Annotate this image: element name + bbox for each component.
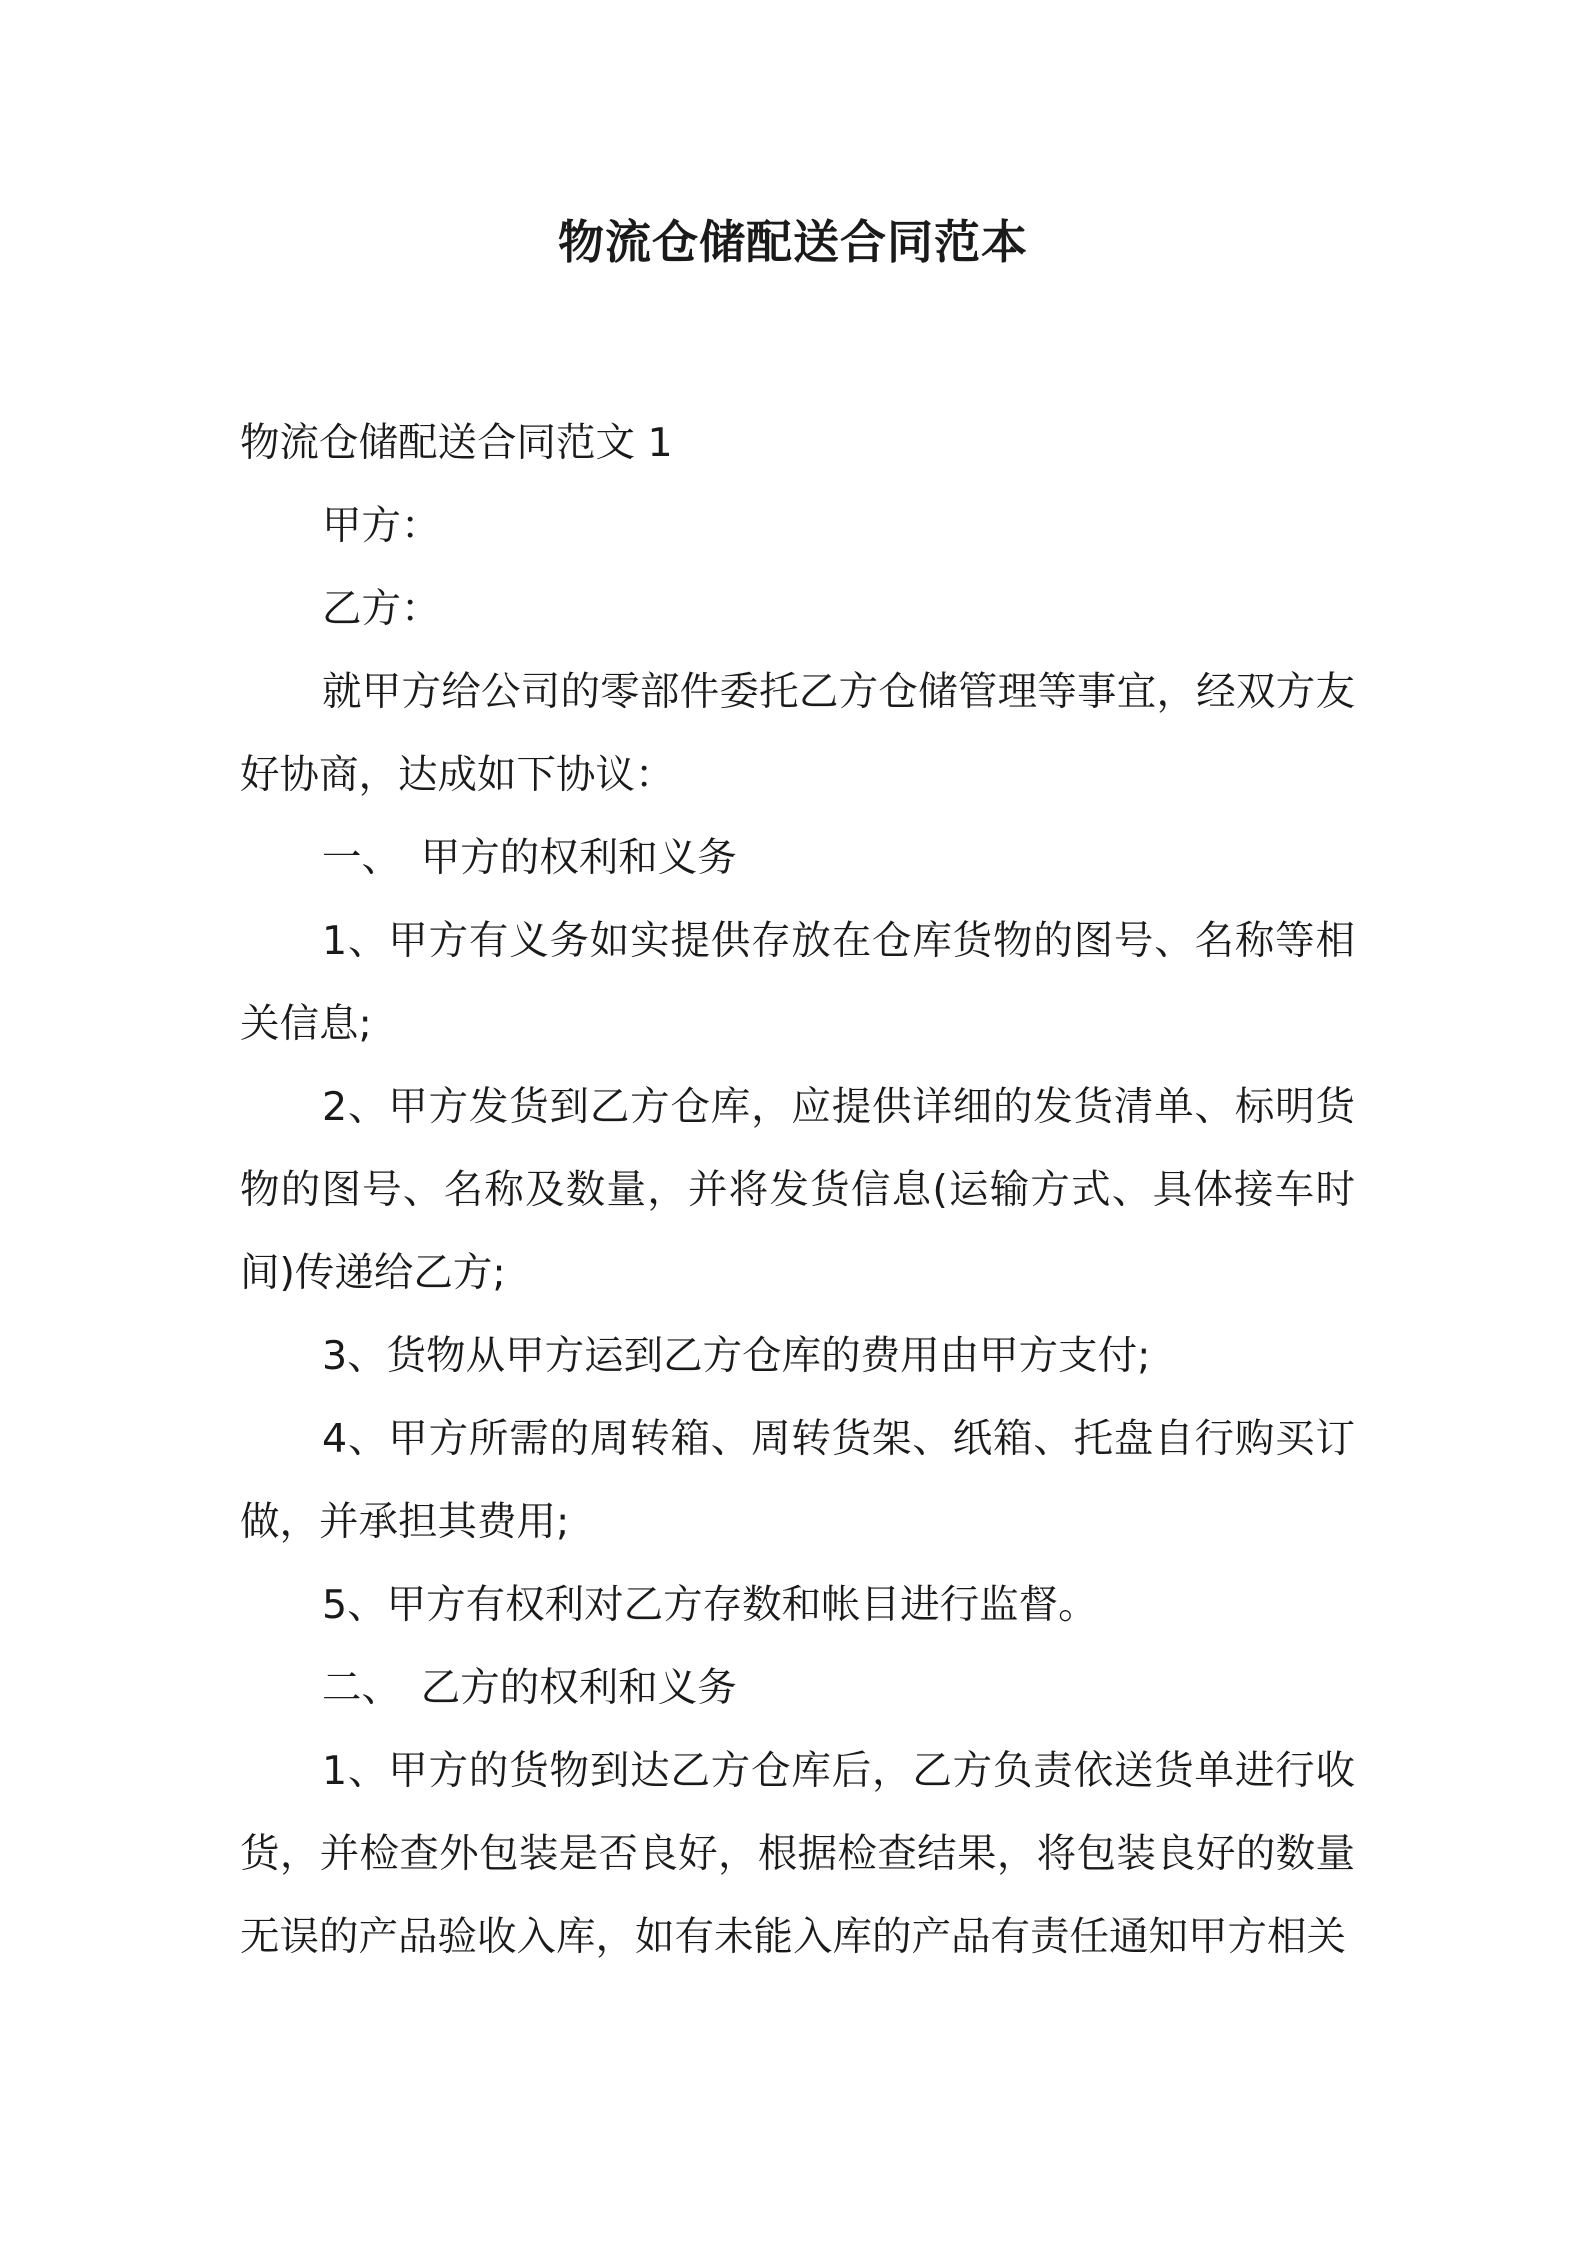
clause-paragraph: 5、甲方有权利对乙方存数和帐目进行监督。 bbox=[322, 1582, 1098, 1628]
document-body bbox=[240, 402, 1355, 1979]
document-subtitle: 物流仓储配送合同范文 1 bbox=[240, 420, 673, 466]
preamble-paragraph: 就甲方给公司的零部件委托乙方仓储管理等事宜，经双方友好协商，达成如下协议： bbox=[240, 669, 1355, 798]
clause-paragraph: 4、甲方所需的周转箱、周转货架、纸箱、托盘自行购买订做，并承担其费用; bbox=[240, 1416, 1355, 1545]
section-heading-party-a-rights: 一、 甲方的权利和义务 bbox=[322, 835, 737, 881]
party-a-line: 甲方： bbox=[322, 503, 441, 549]
clause-paragraph: 3、货物从甲方运到乙方仓库的费用由甲方支付; bbox=[322, 1333, 1151, 1379]
party-b-line: 乙方： bbox=[322, 586, 441, 632]
clause-paragraph: 1、甲方有义务如实提供存放在仓库货物的图号、名称等相关信息; bbox=[240, 918, 1355, 1047]
clause-paragraph: 1、甲方的货物到达乙方仓库后，乙方负责依送货单进行收货，并检查外包装是否良好，根据检查结果，将包装良好的数量无误的产品验收入库，如有未能入库的产品有责任通知甲方相关 bbox=[240, 1748, 1355, 1960]
clause-paragraph: 2、甲方发货到乙方仓库，应提供详细的发货清单、标明货物的图号、名称及数量，并将发货信息(运输方式、具体接车时间)传递给乙方; bbox=[240, 1084, 1355, 1296]
document-title: 物流仓储配送合同范本 bbox=[558, 215, 1028, 269]
section-heading-party-b-rights: 二、 乙方的权利和义务 bbox=[322, 1665, 737, 1711]
